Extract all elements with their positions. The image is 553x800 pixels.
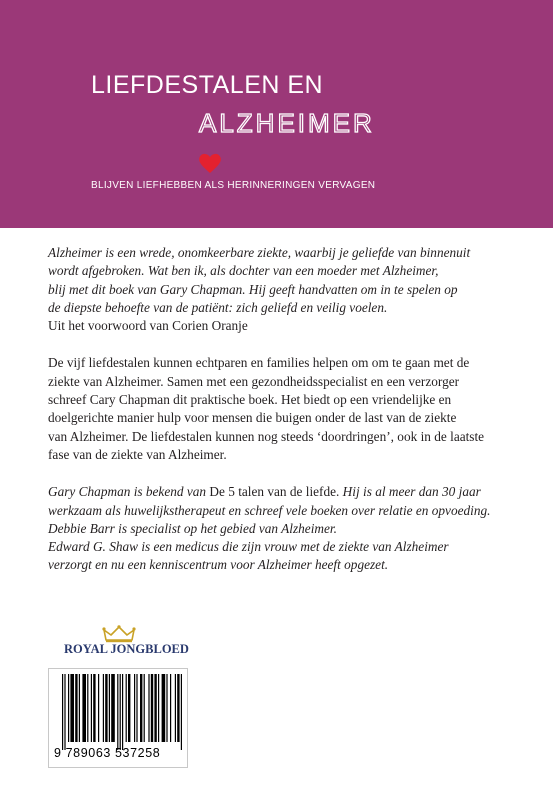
chapman-bio-prefix: Gary Chapman is bekend van	[48, 484, 210, 500]
barcode-bar	[181, 674, 182, 750]
book-title-line1: LIEFDESTALEN EN	[91, 71, 324, 99]
description-line: schreef Cary Chapman dit praktische boek. Het biedt op een vriendelijke en	[48, 392, 452, 408]
barcode-bar	[93, 674, 95, 742]
barcode-bar	[162, 674, 166, 742]
barcode-bar	[158, 674, 159, 742]
foreword-line: blij met dit boek van Gary Chapman. Hij geeft handvatten om in te spelen op	[48, 281, 458, 297]
barcode-bar	[117, 674, 118, 750]
description-line: De vijf liefdestalen kunnen echtparen en families helpen om om te gaan met de	[48, 355, 470, 371]
chapman-bio-line2: werkzaam als huwelijkstherapeut en schreef vele boeken over relatie en opvoeding.	[48, 502, 491, 518]
barcode-bar	[70, 674, 74, 742]
description-line: ziekte van Alzheimer. Samen met een gezondheidsspecialist en een verzorger	[48, 373, 460, 389]
barcode-bar	[79, 674, 80, 742]
barcode-bar	[148, 674, 149, 742]
foreword-line: Alzheimer is een wrede, onomkeerbare ziekte, waarbij je geliefde van binnenuit	[48, 245, 471, 260]
barcode-bar	[134, 674, 135, 742]
barcode-bar	[87, 674, 88, 742]
barcode-bar	[177, 674, 179, 742]
barcode-bar	[140, 674, 142, 742]
barcode-bar	[103, 674, 104, 742]
book-subtitle: BLIJVEN LIEFHEBBEN ALS HERINNERINGEN VERVAGEN	[91, 180, 376, 191]
author-bios	[48, 483, 518, 574]
barcode-bar	[166, 674, 167, 742]
barcode-bar	[144, 674, 145, 742]
barcode-bar	[91, 674, 92, 742]
foreword-quote	[48, 244, 518, 335]
barcode-bar	[109, 674, 110, 742]
barcode-bar	[68, 674, 69, 742]
isbn-number: 9 789063 537258	[54, 746, 161, 760]
barcode-bar	[170, 674, 171, 742]
foreword-line: de diepste behoefte van de patiënt: zich geliefd en veilig voelen.	[48, 299, 388, 315]
barcode-bar	[175, 674, 176, 742]
publisher-logo	[62, 625, 192, 665]
back-cover-text	[48, 244, 518, 575]
chapman-bio-suffix: Hij is al meer dan 30 jaar	[339, 484, 481, 500]
book-description	[48, 354, 518, 464]
barcode-bar	[105, 674, 107, 742]
barcode-bar	[98, 674, 99, 742]
isbn-barcode	[48, 668, 188, 768]
foreword-line: wordt afgebroken. Wat ben ik, als dochter van een moeder met Alzheimer,	[48, 263, 439, 279]
publisher-name: ROYAL JONGBLOED	[64, 642, 189, 656]
cover-banner	[0, 0, 553, 228]
barcode-bar	[64, 674, 65, 750]
description-line: doelgerichte manier hulp voor mensen die buigen onder de last van de ziekte	[48, 410, 457, 426]
heart-icon	[198, 152, 222, 174]
barcode-bar	[128, 674, 130, 742]
barcode-bar	[75, 674, 77, 742]
barcode-bar	[154, 674, 156, 742]
barcode-bar	[82, 674, 86, 742]
barcode-bars	[62, 674, 184, 750]
barcode-bar	[151, 674, 153, 742]
crown-icon	[102, 625, 136, 643]
book-title-line2: ALZHEIMER	[199, 108, 375, 138]
chapman-bio-line1	[48, 483, 518, 501]
description-line: fase van de ziekte van Alzheimer.	[48, 446, 227, 462]
barcode-bar	[62, 674, 63, 750]
barcode-bar	[122, 674, 123, 750]
barr-bio: Debbie Barr is specialist op het gebied van Alzheimer.	[48, 520, 337, 536]
barcode-bar	[126, 674, 127, 742]
shaw-bio-line2: verzorgt en nu een kenniscentrum voor Alzheimer heeft opgezet.	[48, 557, 389, 573]
description-line: van Alzheimer. De liefdestalen kunnen nog steeds ‘doordringen’, ook in de laatste	[48, 428, 485, 444]
barcode-bar	[120, 674, 121, 750]
barcode-bar	[111, 674, 115, 742]
chapman-book-title: De 5 talen van de liefde.	[209, 484, 340, 500]
shaw-bio-line1: Edward G. Shaw is een medicus die zijn vrouw met de ziekte van Alzheimer	[48, 539, 449, 555]
barcode-bar	[136, 674, 137, 742]
foreword-attribution: Uit het voorwoord van Corien Oranje	[48, 318, 248, 334]
